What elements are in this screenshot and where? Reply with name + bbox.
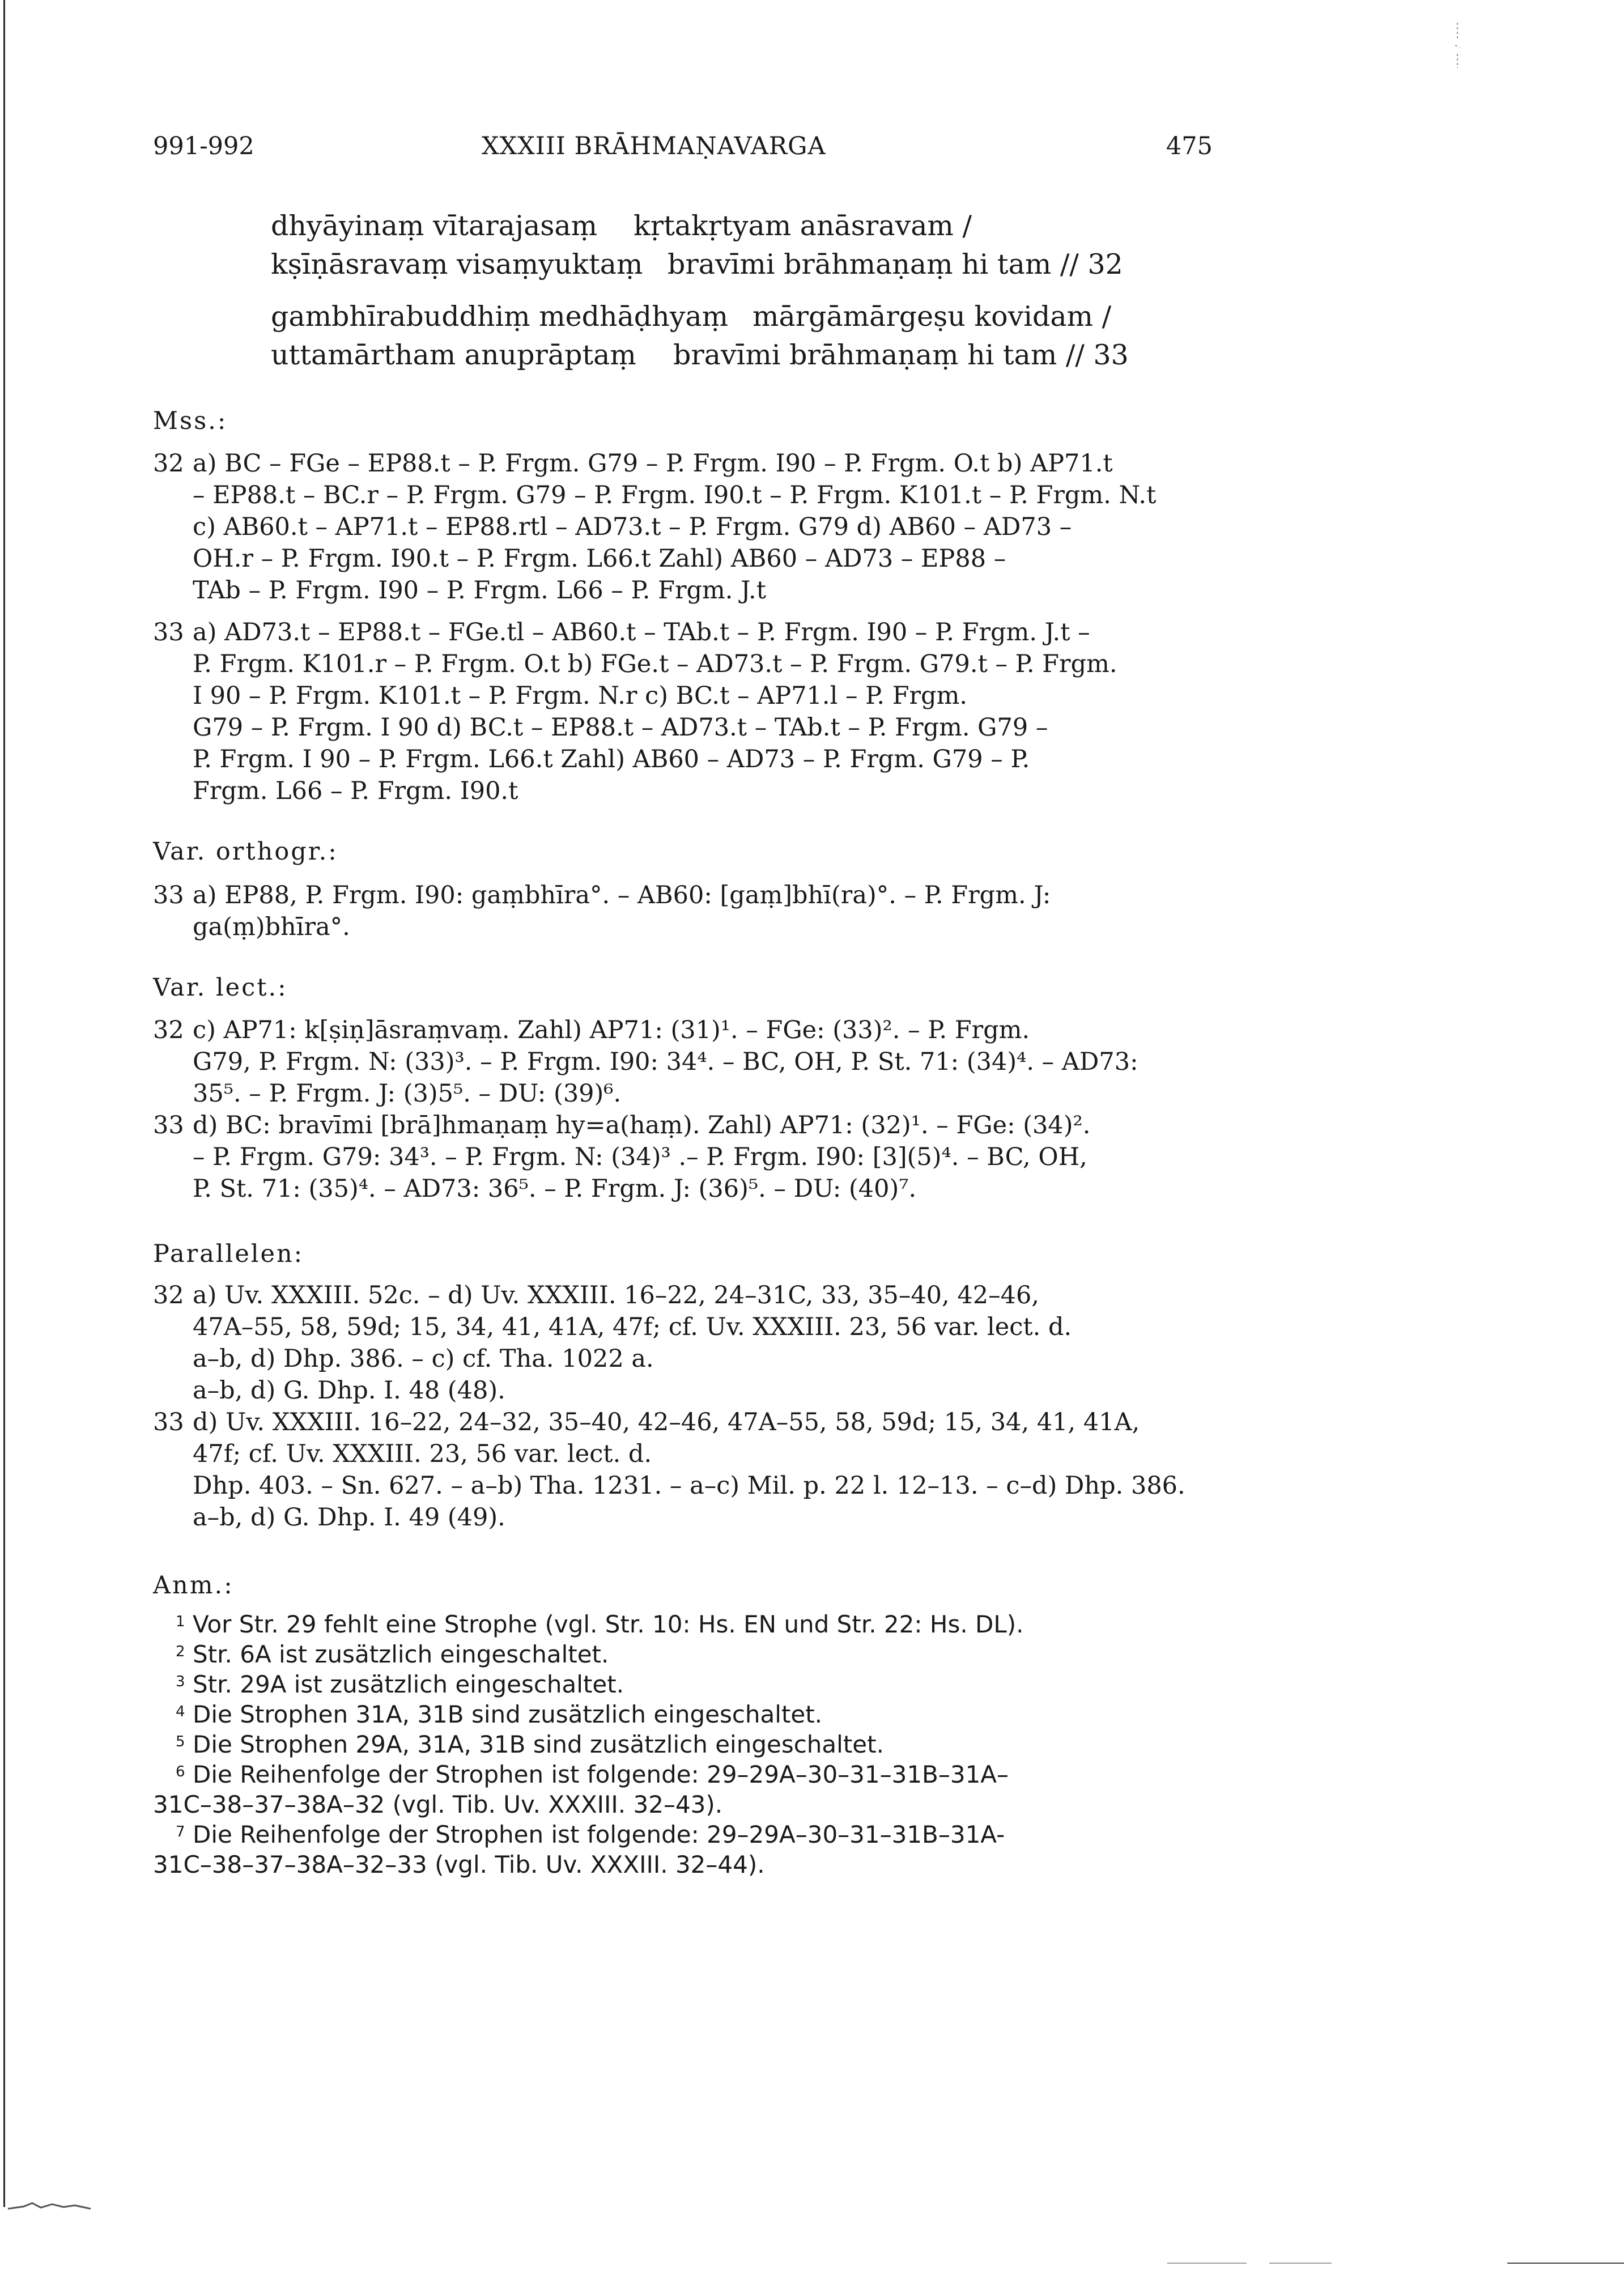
mss-32-number: 32 bbox=[153, 449, 184, 478]
annotation-5-number: 5 bbox=[176, 1733, 185, 1750]
mss-32-line4: OH.r – P. Frgm. I90.t – P. Frgm. L66.t Zahl) AB60 – AD73 – EP88 – bbox=[193, 545, 1006, 573]
annotation-1-number: 1 bbox=[176, 1613, 185, 1630]
parallel-33-line2: 47f; cf. Uv. XXXIII. 23, 56 var. lect. d. bbox=[193, 1440, 652, 1468]
annotation-6-number: 6 bbox=[176, 1763, 185, 1780]
mss-33-line3: I 90 – P. Frgm. K101.t – P. Frgm. N.r c) BC.t – AP71.l – P. Frgm. bbox=[193, 682, 968, 710]
lect-entry-32 bbox=[153, 1014, 1213, 1109]
bottom-rule-mid bbox=[1269, 2263, 1332, 2264]
section-parallelen-label: Parallelen: bbox=[153, 1240, 304, 1268]
annotation-7-continuation: 31C–38–37–38A–32–33 (vgl. Tib. Uv. XXXIII. 32–44). bbox=[153, 1851, 765, 1878]
annotation-4 bbox=[153, 1699, 1213, 1729]
parallel-33-number: 33 bbox=[153, 1408, 184, 1436]
lect-33-line1: d) BC: bravīmi [brā]hmaṇaṃ hy=a(haṃ). Zahl) AP71: (32)¹. – FGe: (34)². bbox=[193, 1111, 1091, 1140]
parallel-32-line4: a–b, d) G. Dhp. I. 48 (48). bbox=[193, 1376, 505, 1405]
mss-33-line5: P. Frgm. I 90 – P. Frgm. L66.t Zahl) AB60 – AD73 – P. Frgm. G79 – P. bbox=[193, 745, 1030, 773]
annotation-list bbox=[153, 1609, 1213, 1880]
lect-32-line2: G79, P. Frgm. N: (33)³. – P. Frgm. I90: 34⁴. – BC, OH, P. St. 71: (34)⁴. – AD73: bbox=[193, 1048, 1138, 1076]
parallel-32-line1: a) Uv. XXXIII. 52c. – d) Uv. XXXIII. 16–22, 24–31C, 33, 35–40, 42–46, bbox=[193, 1281, 1039, 1309]
section-var-lect-label: Var. lect.: bbox=[153, 973, 288, 1002]
annotation-3 bbox=[153, 1669, 1213, 1699]
orthogr-33-line1: a) EP88, P. Frgm. I90: gaṃbhīra°. – AB60: [gaṃ]bhī(ra)°. – P. Frgm. J: bbox=[193, 881, 1051, 909]
annotation-7-number: 7 bbox=[176, 1823, 185, 1840]
annotation-6 bbox=[153, 1759, 1213, 1789]
parallel-entry-33 bbox=[153, 1406, 1213, 1533]
annotation-3-number: 3 bbox=[176, 1673, 185, 1690]
mss-32-line3: c) AB60.t – AP71.t – EP88.rtl – AD73.t – P. Frgm. G79 d) AB60 – AD73 – bbox=[193, 513, 1072, 541]
mss-33-line1: a) AD73.t – EP88.t – FGe.tl – AB60.t – TAb.t – P. Frgm. I90 – P. Frgm. J.t – bbox=[193, 618, 1090, 647]
annotation-6-text: Die Reihenfolge der Strophen ist folgende: 29–29A–30–31–31B–31A– bbox=[193, 1761, 1009, 1788]
binding-edge-line bbox=[3, 0, 5, 2207]
annotation-5 bbox=[153, 1729, 1213, 1759]
mss-33-line2: P. Frgm. K101.r – P. Frgm. O.t b) FGe.t – AD73.t – P. Frgm. G79.t – P. Frgm. bbox=[193, 650, 1117, 678]
annotation-5-text: Die Strophen 29A, 31A, 31B sind zusätzlich eingeschaltet. bbox=[193, 1730, 884, 1758]
section-anm-label: Anm.: bbox=[153, 1571, 234, 1600]
verse-33-line2a: uttamārtham anuprāptaṃ bbox=[271, 339, 636, 371]
mss-entry-32 bbox=[153, 448, 1213, 606]
verse-33-line2b: bravīmi brāhmaṇaṃ hi tam // 33 bbox=[673, 339, 1129, 371]
annotation-4-number: 4 bbox=[176, 1703, 185, 1720]
corner-mark bbox=[1453, 23, 1461, 68]
verse-33-line1a: gambhīrabuddhiṃ medhāḍhyaṃ bbox=[271, 300, 729, 333]
header-page-range: 991-992 bbox=[153, 132, 254, 160]
section-var-orthogr-label: Var. orthogr.: bbox=[153, 837, 338, 866]
mss-32-line1: a) BC – FGe – EP88.t – P. Frgm. G79 – P. Frgm. I90 – P. Frgm. O.t b) AP71.t bbox=[193, 449, 1113, 478]
parallel-33-line3: Dhp. 403. – Sn. 627. – a–b) Tha. 1231. – a–c) Mil. p. 22 l. 12–13. – c–d) Dhp. 386. bbox=[193, 1472, 1185, 1500]
lect-33-line3: P. St. 71: (35)⁴. – AD73: 36⁵. – P. Frgm. J: (36)⁵. – DU: (40)⁷. bbox=[193, 1175, 917, 1203]
annotation-3-text: Str. 29A ist zusätzlich eingeschaltet. bbox=[193, 1670, 624, 1698]
lect-entry-33 bbox=[153, 1109, 1213, 1205]
lect-32-line3: 35⁵. – P. Frgm. J: (3)5⁵. – DU: (39)⁶. bbox=[193, 1079, 622, 1108]
parallel-32-line3: a–b, d) Dhp. 386. – c) cf. Tha. 1022 a. bbox=[193, 1345, 654, 1373]
header-page-number: 475 bbox=[1166, 132, 1213, 160]
verse-32-line2b: bravīmi brāhmaṇaṃ hi tam // 32 bbox=[668, 248, 1123, 280]
annotation-7-text: Die Reihenfolge der Strophen ist folgende: 29–29A–30–31–31B–31A- bbox=[193, 1821, 1005, 1848]
verse-32-line1b: kṛtakṛtyam anāsravam / bbox=[634, 210, 972, 242]
annotation-1 bbox=[153, 1609, 1213, 1639]
mss-33-line6: Frgm. L66 – P. Frgm. I90.t bbox=[193, 777, 518, 805]
bottom-rule-right bbox=[1507, 2263, 1624, 2264]
annotation-1-text: Vor Str. 29 fehlt eine Strophe (vgl. Str. 10: Hs. EN und Str. 22: Hs. DL). bbox=[193, 1610, 1024, 1638]
lect-33-number: 33 bbox=[153, 1111, 184, 1140]
parallel-33-line1: d) Uv. XXXIII. 16–22, 24–32, 35–40, 42–46, 47A–55, 58, 59d; 15, 34, 41, 41A, bbox=[193, 1408, 1140, 1436]
parallel-33-line4: a–b, d) G. Dhp. I. 49 (49). bbox=[193, 1503, 505, 1532]
running-header bbox=[153, 132, 1213, 172]
orthogr-33-line2: ga(ṃ)bhīra°. bbox=[193, 913, 350, 941]
parallel-32-number: 32 bbox=[153, 1281, 184, 1309]
verse-32-line1a: dhyāyinaṃ vītarajasaṃ bbox=[271, 210, 598, 242]
lect-33-line2: – P. Frgm. G79: 34³. – P. Frgm. N: (34)³ .– P. Frgm. I90: [3](5)⁴. – BC, OH, bbox=[193, 1143, 1087, 1171]
edge-smudge bbox=[7, 2199, 92, 2212]
bottom-rule-left bbox=[1167, 2263, 1247, 2264]
mss-entry-33 bbox=[153, 616, 1213, 807]
lect-32-number: 32 bbox=[153, 1016, 184, 1044]
orthogr-entry-33 bbox=[153, 879, 1213, 943]
verse-33-line1b: mārgāmārgeṣu kovidam / bbox=[753, 300, 1112, 333]
header-chapter-title: XXXIII BRĀHMAṆAVARGA bbox=[482, 132, 826, 160]
annotation-2-number: 2 bbox=[176, 1643, 185, 1660]
annotation-7 bbox=[153, 1819, 1213, 1849]
parallel-entry-32 bbox=[153, 1279, 1213, 1406]
mss-33-line4: G79 – P. Frgm. I 90 d) BC.t – EP88.t – AD73.t – TAb.t – P. Frgm. G79 – bbox=[193, 713, 1048, 742]
orthogr-33-number: 33 bbox=[153, 881, 184, 909]
section-mss-label: Mss.: bbox=[153, 407, 228, 435]
parallel-32-line2: 47A–55, 58, 59d; 15, 34, 41, 41A, 47f; cf. Uv. XXXIII. 23, 56 var. lect. d. bbox=[193, 1313, 1072, 1341]
verse-32-line2a: kṣīṇāsravaṃ visaṃyuktaṃ bbox=[271, 248, 643, 280]
annotation-6-continuation: 31C–38–37–38A–32 (vgl. Tib. Uv. XXXIII. 32–43). bbox=[153, 1791, 723, 1818]
mss-32-line2: – EP88.t – BC.r – P. Frgm. G79 – P. Frgm. I90.t – P. Frgm. K101.t – P. Frgm. N.t bbox=[193, 481, 1157, 509]
annotation-4-text: Die Strophen 31A, 31B sind zusätzlich eingeschaltet. bbox=[193, 1700, 823, 1728]
mss-32-line5: TAb – P. Frgm. I90 – P. Frgm. L66 – P. Frgm. J.t bbox=[193, 576, 766, 605]
mss-33-number: 33 bbox=[153, 618, 184, 647]
annotation-2-text: Str. 6A ist zusätzlich eingeschaltet. bbox=[193, 1640, 609, 1668]
lect-32-line1: c) AP71: k[ṣiṇ]āsraṃvaṃ. Zahl) AP71: (31)¹. – FGe: (33)². – P. Frgm. bbox=[193, 1016, 1030, 1044]
annotation-2 bbox=[153, 1639, 1213, 1669]
